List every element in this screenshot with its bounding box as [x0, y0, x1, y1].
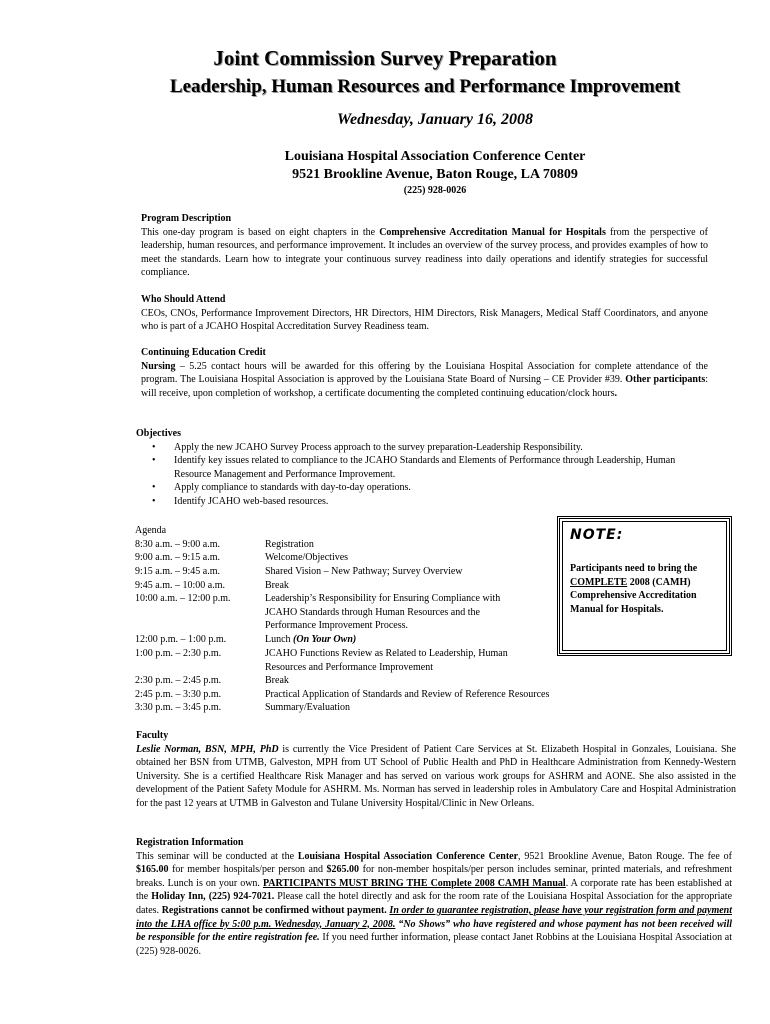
reg-text: for member hospitals/per person and — [168, 864, 327, 876]
objectives-list — [136, 441, 710, 509]
agenda-time: 8:30 a.m. – 9:00 a.m. — [135, 539, 220, 550]
agenda-item — [265, 633, 555, 647]
reg-member-fee: $165.00 — [136, 864, 169, 876]
objective-item: • Apply compliance to standards with day-to-day operations. — [136, 481, 710, 495]
program-heading: Program Description — [141, 213, 232, 224]
registration-heading: Registration Information — [136, 837, 244, 848]
reg-deadline: In order to guarantee registration, please have your registration form and payment into the LHA office by 5:00 p.m. Wednesday, January 2, 2008. — [136, 904, 733, 930]
ce-other-label: Other participants — [625, 374, 706, 386]
agenda-item-text: Lunch — [265, 634, 294, 645]
venue-phone: (225) 928-0026 — [403, 185, 467, 196]
agenda-item: Registration — [265, 539, 314, 550]
program-manual-name: Comprehensive Accreditation Manual for Hospitals — [379, 226, 606, 238]
agenda-item: Break — [265, 580, 289, 591]
event-date: Wednesday, January 16, 2008 — [337, 111, 533, 128]
reg-nonmember-fee: $265.00 — [326, 864, 360, 876]
agenda-time: 9:45 a.m. – 10:00 a.m. — [135, 580, 225, 591]
agenda-item: Break — [265, 675, 289, 686]
agenda-time: 12:00 p.m. – 1:00 p.m. — [135, 634, 227, 645]
note-text-part: Participants need to bring the — [570, 563, 698, 574]
reg-text: for non-member hospitals/per person includes seminar, printed materials, and refreshment breaks. Lunch is on your own. — [136, 864, 732, 889]
ce-text-part: – 5.25 contact hours will be awarded for this offering by the Louisiana Hospital Association for complete attendance of the program. The Louisiana Hospital Association is approved by the Louisiana State Board of Nursing – CE Provider #39. — [141, 360, 708, 386]
ce-text — [141, 360, 708, 401]
ce-nursing-label: Nursing — [141, 360, 176, 372]
registration-section — [136, 836, 732, 958]
objective-item: • Identify JCAHO web-based resources. — [136, 495, 710, 509]
reg-contact: If you need further information, please contact Janet Robbins at the Louisiana Hospital Association at (225) 928-0026. — [136, 932, 732, 957]
note-complete: COMPLETE — [570, 576, 628, 588]
agenda-item: JCAHO Functions Review as Related to Leadership, Human Resources and Performance Improvement — [265, 648, 508, 673]
faculty-name: Leslie Norman, BSN, MPH, PhD — [136, 743, 279, 755]
objectives-section — [136, 427, 710, 509]
agenda-item-note: (On Your Own) — [293, 634, 357, 645]
attend-heading: Who Should Attend — [141, 294, 226, 305]
program-text-part: This one-day program is based on eight chapters in the — [141, 226, 380, 238]
note-text — [570, 562, 720, 616]
reg-venue: Louisiana Hospital Association Conference Center — [297, 850, 519, 862]
reg-text: Please call the hotel directly and ask for the room rate of the Louisiana Hospital Association for the appropriate dates. — [136, 891, 733, 916]
ce-section — [141, 346, 708, 400]
attend-text: CEOs, CNOs, Performance Improvement Directors, HR Directors, HIM Directors, Risk Managers, Medical Staff Coordinators, and anyone who is part of a JCAHO Hospital Accreditation Survey Readiness team. — [141, 307, 708, 333]
reg-text: This seminar will be conducted at the — [136, 850, 298, 862]
agenda-time: 10:00 a.m. – 12:00 p.m. — [135, 593, 231, 604]
registration-text — [136, 850, 732, 959]
program-text-rest: from the perspective of leadership, human resources, and performance improvement. It includes an overview of the survey process, and provides examples of how to meet the standards. Learn how to integrate your continuous survey readiness into daily operations and identify strategies for successful compliance. — [141, 226, 708, 279]
objective-item: • Identify key issues related to compliance to the JCAHO Standards and Elements of Performance through Leadership, Human Resource Management and Performance Improvement. — [136, 454, 710, 481]
faculty-bio: is currently the Vice President of Patient Care Services at St. Elizabeth Hospital in Gonzales, Louisiana. She obtained her BSN from UTMB, Galveston, MPH from UT School of Public Health and PhD in Healthcare Administration from Kennedy-Western University. She is a certified Healthcare Risk Manager and has served on various work groups for ASHRM and AONE. She also assisted in the development of the Patient Safety Module for ASHRM. Ms. Norman has served in leadership roles in Ambulatory Care and Hospital Administration for the past 12 years at UTMB in Galveston and Tulane University Hospital/Clinic in New Orleans. — [136, 743, 736, 809]
ce-text-part-2: : will receive, upon completion of workshop, a certificate documenting the completed continuing education/clock hours — [141, 374, 708, 399]
document-title: Joint Commission Survey Preparation — [213, 46, 557, 70]
ce-heading: Continuing Education Credit — [141, 347, 266, 358]
faculty-section — [136, 729, 736, 811]
agenda-item: Shared Vision – New Pathway; Survey Overview — [265, 566, 463, 577]
agenda-time: 2:30 p.m. – 2:45 p.m. — [135, 675, 222, 686]
reg-confirmation-note: Registrations cannot be confirmed without payment. — [161, 904, 387, 916]
agenda-item: Practical Application of Standards and Review of Reference Resources — [265, 689, 550, 700]
program-section — [141, 212, 708, 280]
note-title: NOTE: — [570, 527, 624, 543]
program-text — [141, 226, 708, 280]
objectives-heading: Objectives — [136, 428, 181, 439]
reg-hotel: Holiday Inn, (225) 924-7021. — [151, 891, 275, 903]
reg-text: . A corporate rate has been established at the — [136, 877, 732, 903]
objective-item: • Apply the new JCAHO Survey Process approach to the survey preparation-Leadership Responsibility. — [136, 441, 710, 455]
agenda-time: 1:00 p.m. – 2:30 p.m. — [135, 648, 222, 659]
agenda-heading: Agenda — [135, 525, 167, 536]
agenda-item: Summary/Evaluation — [265, 702, 350, 713]
agenda-time: 9:15 a.m. – 9:45 a.m. — [135, 566, 220, 577]
note-box — [557, 516, 732, 656]
agenda-item: Leadership’s Responsibility for Ensuring Compliance with JCAHO Standards through Human Resources and the Performance Improvement Process. — [265, 593, 501, 632]
agenda-time: 2:45 p.m. – 3:30 p.m. — [135, 689, 222, 700]
reg-manual-requirement: PARTICIPANTS MUST BRING THE Complete 2008 CAMH Manual — [262, 877, 566, 889]
agenda-time: 9:00 a.m. – 9:15 a.m. — [135, 552, 220, 563]
agenda-time: 3:30 p.m. – 3:45 p.m. — [135, 702, 222, 713]
faculty-heading: Faculty — [136, 730, 169, 741]
document-subtitle: Leadership, Human Resources and Performance Improvement — [169, 76, 681, 97]
faculty-text — [136, 743, 736, 811]
agenda-item: Welcome/Objectives — [265, 552, 349, 563]
note-text-rest: 2008 (CAMH) Comprehensive Accreditation Manual for Hospitals. — [570, 576, 697, 615]
ce-text-end: . — [614, 387, 617, 399]
venue-name: Louisiana Hospital Association Conference Center — [284, 149, 586, 164]
reg-text: , 9521 Brookline Avenue, Baton Rouge. The fee of — [518, 850, 732, 862]
attend-section — [141, 293, 708, 334]
venue-address: 9521 Brookline Avenue, Baton Rouge, LA 70809 — [292, 167, 578, 182]
reg-noshow-policy: “No Shows” who have registered and whose payment has not been received will be responsible for the entire registration fee. — [136, 918, 733, 944]
